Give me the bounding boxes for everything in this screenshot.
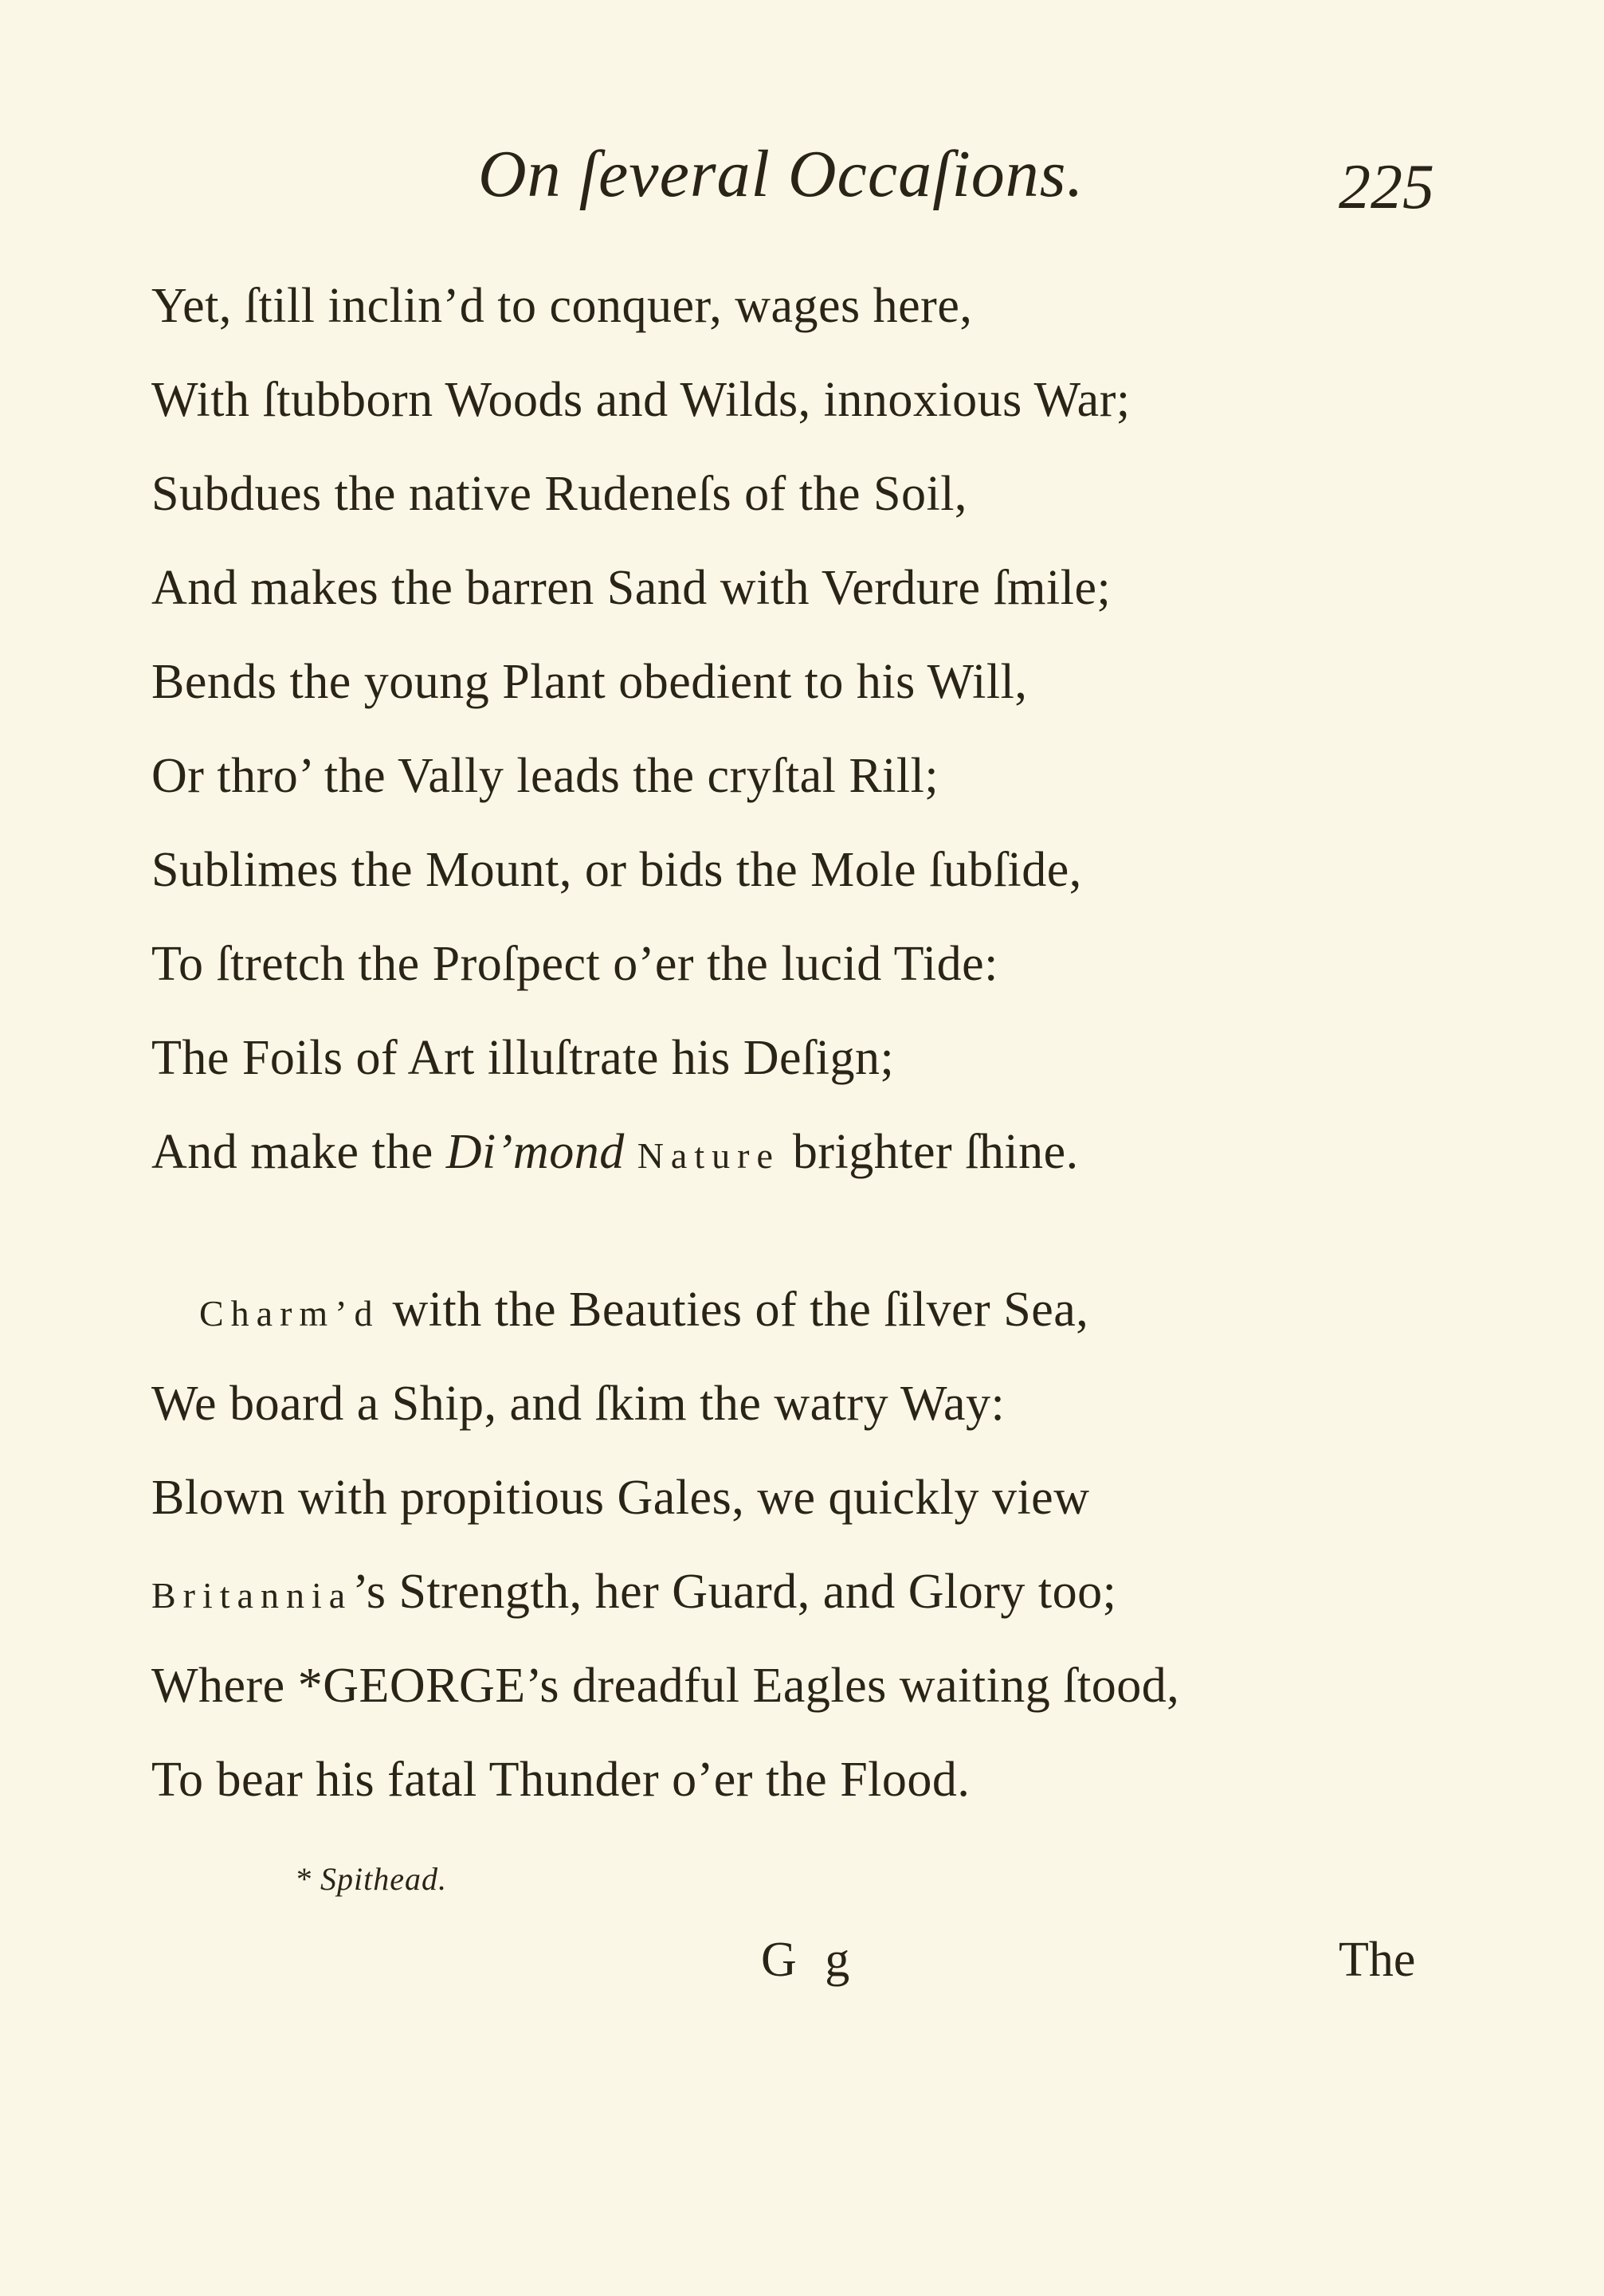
verse-line: The Foils of Art illuſtrate his Deſign;: [151, 1031, 895, 1085]
verse-line: To bear his fatal Thunder o’er the Flood.: [151, 1753, 971, 1807]
line-text: ’s dreadful Eagles waiting ſtood,: [525, 1659, 1180, 1713]
verse-line: To ſtretch the Proſpect o’er the lucid Tide:: [151, 937, 998, 991]
verse-line: We board a Ship, and ſkim the watry Way:: [151, 1377, 1006, 1431]
verse-line: Bends the young Plant obedient to his Will,: [151, 655, 1028, 709]
line-text: with the Beauties of the ſilver Sea,: [379, 1283, 1089, 1337]
caps-name: GEORGE: [323, 1659, 526, 1713]
signature-mark: G g: [761, 1933, 858, 1987]
stanza-2: [151, 1263, 1179, 1827]
verse-line: Yet, ſtill inclin’d to conquer, wages here,: [151, 279, 973, 333]
verse-line: And makes the barren Sand with Verdure ſmile;: [151, 561, 1112, 615]
verse-line: [151, 1263, 1179, 1357]
stanza-1: [151, 259, 1131, 1199]
verse-line: Subdues the native Rudeneſs of the Soil,: [151, 467, 967, 521]
verse-line: Blown with propitious Gales, we quickly view: [151, 1471, 1090, 1525]
page-number: 225: [1339, 152, 1434, 222]
verse-line: [151, 1639, 1179, 1733]
catchword: The: [1339, 1933, 1416, 1987]
verse-line: Or thro’ the Vally leads the cryſtal Rill;: [151, 749, 939, 803]
footnote: * Spithead.: [295, 1861, 447, 1897]
small-caps-word: Charm’d: [199, 1293, 380, 1334]
running-title: On ſeveral Occaſions.: [478, 137, 1084, 211]
verse-line: [151, 1545, 1179, 1639]
verse-line: Sublimes the Mount, or bids the Mole ſubſide,: [151, 843, 1082, 897]
line-text: ’s Strength, her Guard, and Glory too;: [352, 1565, 1117, 1619]
verse-line: [151, 1105, 1131, 1199]
italic-word: Di’mond: [445, 1125, 625, 1179]
small-caps-word: Nature: [637, 1135, 780, 1176]
line-text: And make the: [151, 1125, 446, 1179]
small-caps-word: Britannia: [151, 1575, 353, 1616]
line-text: Where *: [151, 1659, 324, 1713]
verse-line: With ſtubborn Woods and Wilds, innoxious War;: [151, 373, 1131, 427]
line-text: brighter ſhine.: [779, 1125, 1079, 1179]
